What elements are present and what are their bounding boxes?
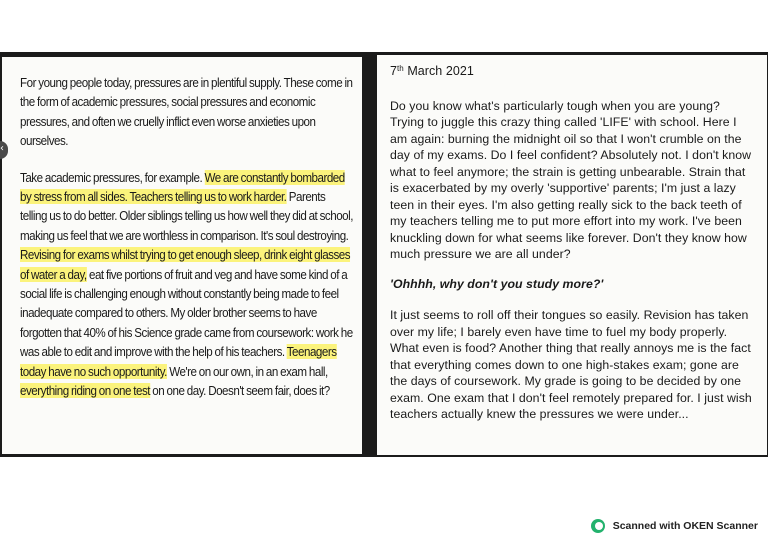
highlighted-text: We are constantly bombarded by stress from all sides. Teachers telling us to work harder.: [20, 169, 345, 205]
left-paragraph-1: For young people today, pressures are in plentiful supply. These come in the form of academic pressures, social pressures and economic pressures, and often we cruelly inflict even worse anxieties upon ourselves.: [20, 75, 353, 149]
chevron-left-icon[interactable]: ‹: [0, 141, 8, 159]
diary-date: [390, 63, 757, 80]
left-text-segment: eat five portions of fruit and veg and have some kind of a social life is challenging enough without constantly being made to feel inadequate compared to others. My older brother seems to have forgotten that 40% of his Science grade came from coursework: work he was able to edit and improve with the help of his teachers.: [20, 266, 353, 360]
right-paragraph-2: It just seems to roll off their tongues so easily. Revision has taken over my life; I barely even have time to fuel my body properly. What even is food? Another thing that really annoys me is the fact that everything comes down to one high-stakes exam; gone are the days of coursework. My grade is going to be decided by one exam. One exam that I don't feel remotely prepared for. I just wish teachers actually knew the pressures we were under...: [390, 308, 752, 421]
left-text-segment: Parents telling us to do better. Older siblings telling us how well they did at school, making us feel that we are worthless in comparison. It's soul destroying.: [20, 189, 353, 243]
scanner-watermark: [591, 519, 758, 533]
left-text-page: [2, 57, 362, 454]
oken-scanner-logo-icon: [591, 519, 607, 533]
date-month-year: March 2021: [403, 64, 474, 78]
scanner-label: Scanned with OKEN Scanner: [612, 520, 758, 532]
date-suffix: th: [397, 64, 404, 73]
highlighted-text: Revising for exams whilst trying to get enough sleep, drink eight glasses of water a day,: [20, 247, 351, 282]
left-text-segment: We're on our own, in an exam hall,: [166, 363, 328, 379]
left-paragraph-2: [20, 168, 354, 401]
right-paragraph-1: Do you know what's particularly tough when you are young? Trying to juggle this crazy thing called 'LIFE' with school. Here I am again: burning the midnight oil so that I won't crumble on the day of my exams. Do I feel confident? Absolutely not. I don't know what to feel anymore; the strain is getting unbearable. Strain that is exacerbated by my overly 'supportive' parents; I'm just a lazy teen in their eyes. I'm also getting really sick to the back teeth of my teachers telling me to put more effort into my work. I've been knuckling down for what seems like forever. Don't they know how much pressure we are all under?: [390, 98, 752, 261]
right-diary-page: [377, 55, 767, 455]
left-text-body: [20, 73, 354, 401]
diary-quote: 'Ohhhh, why don't you study more?': [390, 276, 604, 291]
left-text-segment: on one day. Doesn't seem fair, does it?: [150, 383, 330, 399]
left-text-segment: Take academic pressures, for example.: [20, 169, 205, 185]
highlighted-text: everything riding on one test: [20, 383, 151, 399]
right-text-body: [390, 63, 757, 423]
date-day: 7: [390, 64, 398, 78]
highlighted-text: Teenagers today have no such opportunity.: [20, 344, 337, 379]
